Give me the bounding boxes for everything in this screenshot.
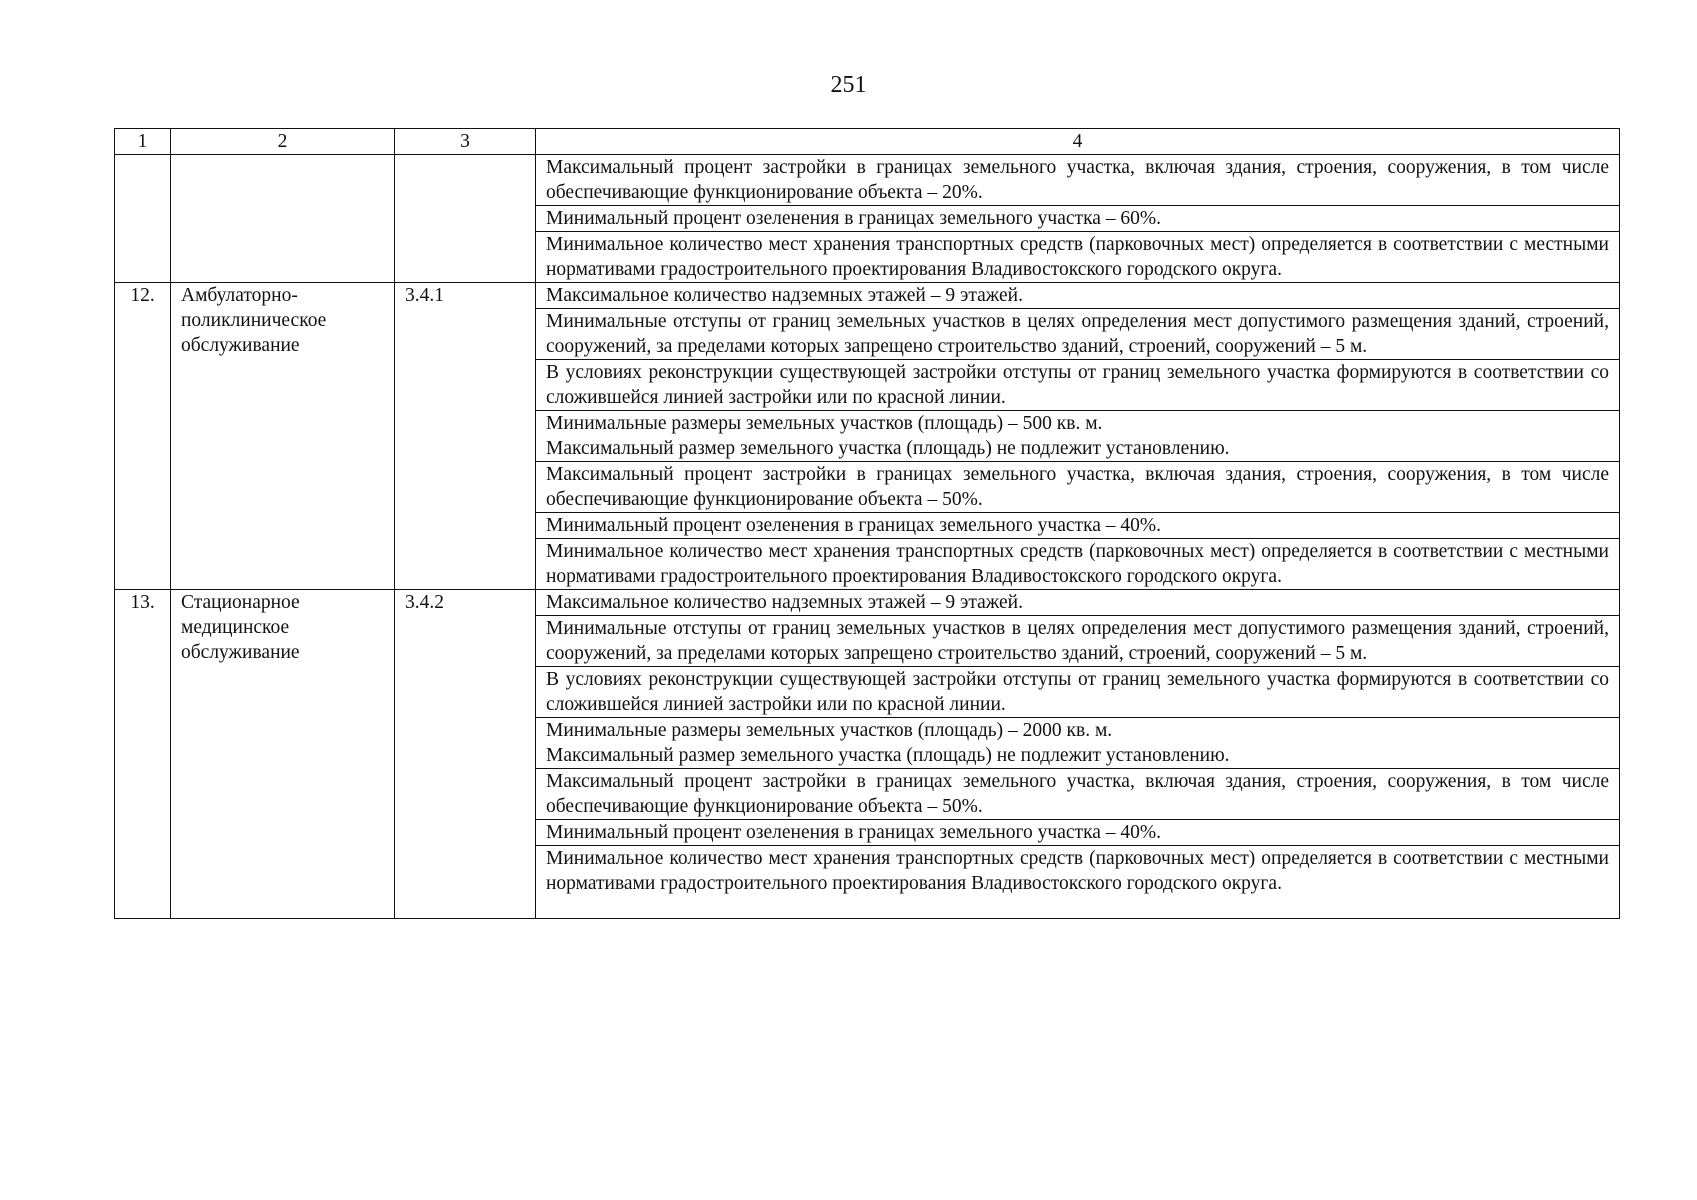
table-row bbox=[115, 590, 1620, 616]
use-code-cell bbox=[395, 155, 536, 283]
parameter-cell bbox=[536, 513, 1620, 539]
parameter-cell bbox=[536, 360, 1620, 411]
header-row bbox=[115, 129, 1620, 155]
header-cell-2: 2 bbox=[171, 129, 395, 155]
parameter-cell bbox=[536, 206, 1620, 232]
parameter-cell bbox=[536, 820, 1620, 846]
use-name-cell: Амбулаторно-поликлиническое обслуживание bbox=[171, 283, 395, 590]
parameter-text: Максимальный размер земельного участка (площадь) не подлежит установлению. bbox=[546, 438, 1230, 459]
parameter-cell bbox=[536, 411, 1620, 462]
row-number-cell: 13. bbox=[115, 590, 171, 919]
parameter-text: Максимальное количество надземных этажей – 9 этажей. bbox=[546, 592, 1023, 613]
parameter-cell bbox=[536, 155, 1620, 206]
parameter-text: Минимальный процент озеленения в границах земельного участка – 40%. bbox=[546, 822, 1162, 843]
parameter-text: Минимальное количество мест хранения транспортных средств (парковочных мест) определяется в соответствии с местными нормативами градостроительного проектирования Владивостокского городского округа. bbox=[546, 234, 1609, 280]
table-body bbox=[115, 129, 1620, 919]
parameter-cell bbox=[536, 769, 1620, 820]
parameter-text: Минимальные размеры земельных участков (площадь) – 500 кв. м. bbox=[546, 413, 1103, 434]
parameter-cell bbox=[536, 718, 1620, 769]
use-name-cell: Стационарное медицинское обслуживание bbox=[171, 590, 395, 919]
header-cell-4: 4 bbox=[536, 129, 1620, 155]
parameter-text: Максимальный процент застройки в границах земельного участка, включая здания, строения, сооружения, в том числе обеспечивающие функционирование объекта – 50%. bbox=[546, 464, 1609, 510]
parameter-text: В условиях реконструкции существующей застройки отступы от границ земельного участка формируются в соответствии со сложившейся линией застройки или по красной линии. bbox=[546, 669, 1609, 715]
use-code-cell: 3.4.1 bbox=[395, 283, 536, 590]
parameter-cell bbox=[536, 309, 1620, 360]
table-row bbox=[115, 283, 1620, 309]
parameter-text: Минимальный процент озеленения в границах земельного участка – 40%. bbox=[546, 515, 1162, 536]
page-number: 251 bbox=[830, 72, 867, 98]
parameter-text: Максимальный размер земельного участка (площадь) не подлежит установлению. bbox=[546, 745, 1230, 766]
parameter-text: Минимальные размеры земельных участков (площадь) – 2000 кв. м. bbox=[546, 720, 1113, 741]
parameter-cell bbox=[536, 462, 1620, 513]
parameter-text: Минимальные отступы от границ земельных участков в целях определения мест допустимого размещения зданий, строений, сооружений, за пределами которых запрещено строительство зданий, строений, сооружений – 5 м. bbox=[546, 618, 1609, 664]
row-number-cell bbox=[115, 155, 171, 283]
use-name-cell bbox=[171, 155, 395, 283]
regulations-table bbox=[114, 128, 1620, 919]
parameter-cell bbox=[536, 590, 1620, 616]
header-cell-1: 1 bbox=[115, 129, 171, 155]
parameter-cell bbox=[536, 846, 1620, 919]
header-cell-3: 3 bbox=[395, 129, 536, 155]
parameter-text: Минимальные отступы от границ земельных участков в целях определения мест допустимого размещения зданий, строений, сооружений, за пределами которых запрещено строительство зданий, строений, сооружений – 5 м. bbox=[546, 311, 1609, 357]
use-code-cell: 3.4.2 bbox=[395, 590, 536, 919]
parameter-text: Максимальный процент застройки в границах земельного участка, включая здания, строения, сооружения, в том числе обеспечивающие функционирование объекта – 20%. bbox=[546, 157, 1609, 203]
parameter-cell bbox=[536, 232, 1620, 283]
parameter-cell bbox=[536, 616, 1620, 667]
parameter-text: Минимальный процент озеленения в границах земельного участка – 60%. bbox=[546, 208, 1162, 229]
parameter-text: Минимальное количество мест хранения транспортных средств (парковочных мест) определяется в соответствии с местными нормативами градостроительного проектирования Владивостокского городского округа. bbox=[546, 848, 1609, 894]
row-number-cell: 12. bbox=[115, 283, 171, 590]
parameter-cell bbox=[536, 539, 1620, 590]
parameter-cell bbox=[536, 283, 1620, 309]
parameter-text: Максимальный процент застройки в границах земельного участка, включая здания, строения, сооружения, в том числе обеспечивающие функционирование объекта – 50%. bbox=[546, 771, 1609, 817]
parameter-text: Минимальное количество мест хранения транспортных средств (парковочных мест) определяется в соответствии с местными нормативами градостроительного проектирования Владивостокского городского округа. bbox=[546, 541, 1609, 587]
parameter-text: Максимальное количество надземных этажей – 9 этажей. bbox=[546, 285, 1023, 306]
parameter-cell bbox=[536, 667, 1620, 718]
parameter-text: В условиях реконструкции существующей застройки отступы от границ земельного участка формируются в соответствии со сложившейся линией застройки или по красной линии. bbox=[546, 362, 1609, 408]
table-row bbox=[115, 155, 1620, 206]
